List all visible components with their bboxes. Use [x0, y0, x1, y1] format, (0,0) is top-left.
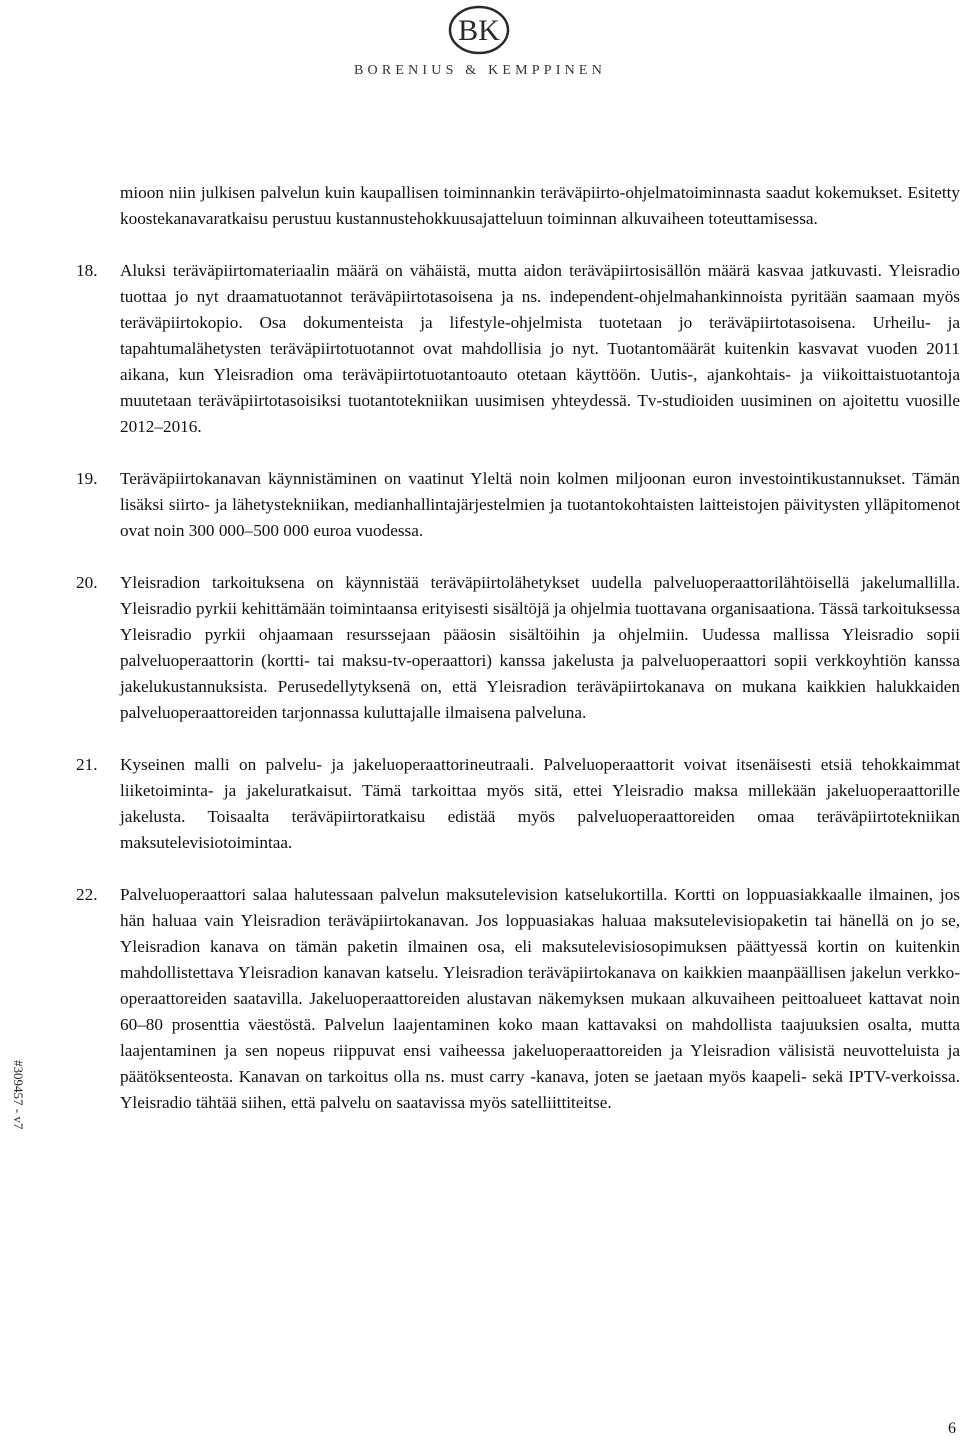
paragraph-text: Kyseinen malli on palvelu- ja jakeluoperaattorineutraali. Palveluoperaattorit voivat itsenäisesti etsiä tehokkaimmat liiketoiminta- ja jakeluratkaisut. Tämä tarkoittaa myös sitä, ettei Yleisradio maksa millekään jakeluoperaattorille jakelusta. Toisaalta teräväpiirtoratkaisu edistää myös palveluoperaattoreiden omaa teräväpiirtotekniikan maksutelevisiotoimintaa. — [120, 755, 960, 852]
document-body — [76, 180, 960, 1116]
paragraph-20 — [76, 570, 960, 726]
letterhead — [0, 0, 960, 90]
intro-paragraph: mioon niin julkisen palvelun kuin kaupallisen toiminnankin teräväpiirto-ohjelmatoiminnasta saadut kokemukset. Esitetty koostekanavaratkaisu perustuu kustannustehokkuusajatteluun toiminnan alkuvaiheen toteuttamisessa. — [120, 183, 960, 228]
paragraph-text: Yleisradion tarkoituksena on käynnistää teräväpiirtolähetykset uudella palveluoperaattorilähtöisellä jakelumallilla. Yleisradio pyrkii kehittämään toimintaansa erityisesti sisältöjä ja ohjelmia tuottavana organisaationa. Tässä tarkoituksessa Yleisradio pyrkii ohjaamaan resurssejaan pääosin sisältöihin ja ohjelmiin. Uudessa mallissa Yleisradio sopii palveluoperaattorin (kortti- tai maksu-tv-operaattori) kanssa jakelusta ja palveluoperaattori sopii verkkoyhtiön kanssa jakelukustannuksista. Perusedellytyksenä on, että Yleisradion teräväpiirtokanava on mukana kaikkien halukkaiden palveluoperaattoreiden tarjonnassa kuluttajalle ilmaisena palveluna. — [120, 573, 960, 722]
paragraph-number: 18. — [76, 261, 98, 280]
page-number: 6 — [948, 1420, 956, 1437]
paragraph-text: Aluksi teräväpiirtomateriaalin määrä on vähäistä, mutta aidon teräväpiirtosisällön määrä kasvaa jatkuvasti. Yleisradio tuottaa jo nyt draamatuotannot teräväpiirtotasoisena ja ns. independent-ohjelmahankinnoista pyritään saamaan myös teräväpiirtokopio. Osa dokumenteista ja lifestyle-ohjelmista tuotetaan jo teräväpiirtotasoisena. Urheilu- ja tapahtumalähetysten teräväpiirtotuotannot ovat mahdollisia jo nyt. Tuotantomäärät kuitenkin kasvavat vuoden 2011 aikana, kun Yleisradion oma teräväpiirtotuotantoauto otetaan käyttöön. Uutis-, ajankohtais- ja viikoittaistuotantoja muutetaan teräväpiirtotasoisiksi tuotantotekniikan uusimisen yhteydessä. Tv-studioiden uusiminen on ajoitettu vuosille 2012–2016. — [120, 261, 960, 436]
bk-logo — [444, 4, 514, 56]
firm-name: BORENIUS & KEMPPINEN — [353, 63, 606, 78]
paragraph-21 — [76, 752, 960, 856]
paragraph-19 — [76, 466, 960, 544]
paragraph-number: 20. — [76, 573, 98, 592]
logo-monogram: BK — [458, 14, 500, 47]
paragraph-text: Teräväpiirtokanavan käynnistäminen on vaatinut Yleltä noin kolmen miljoonan euron investointikustannukset. Tämän lisäksi siirto- ja lähetystekniikan, medianhallintajärjestelmien ja tuotantokohtaisten laitteistojen päivitysten ylläpitomenot ovat noin 300 000–500 000 euroa vuodessa. — [120, 469, 960, 540]
paragraph-number: 19. — [76, 469, 98, 488]
paragraph-22 — [76, 882, 960, 1116]
paragraph-number: 21. — [76, 755, 98, 774]
paragraph-number: 22. — [76, 885, 98, 904]
document-id-label: #309457 - v7 — [11, 1060, 26, 1130]
paragraph-text: Palveluoperaattori salaa halutessaan palvelun maksutelevision katselukortilla. Kortti on loppuasiakkaalle ilmainen, jos hän haluaa vain Yleisradion teräväpiirtokanavan. Jos loppuasiakas haluaa maksutelevisiopaketin tai hänellä on jo se, Yleisradion kanava on tämän paketin ilmainen osa, eli maksutelevisiosopimuksen päättyessä kortin on kuitenkin mahdollistettava Yleisradion kanavan katselu. Yleisradion teräväpiirtokanava on kaikkien maanpäällisen jakelun verkko-operaattoreiden saatavilla. Jakeluoperaattoreiden alustavan näkemyksen mukaan alkuvaiheen peittoalueet kattavat noin 60–80 prosenttia väestöstä. Palvelun laajentaminen koko maan kattavaksi on mahdollista taajuuksien osalta, mutta laajentaminen ja sen nopeus riippuvat ensi vaiheessa jakeluoperaattoreiden ja Yleisradion välisistä neuvotteluista ja päätöksenteosta. Kanavan on tarkoitus olla ns. must carry -kanava, joten se jaetaan myös kaapeli- sekä IPTV-verkoissa. Yleisradio tähtää siihen, että palvelu on saatavissa myös satelliittiteitse. — [120, 885, 960, 1112]
paragraph-18 — [76, 258, 960, 440]
